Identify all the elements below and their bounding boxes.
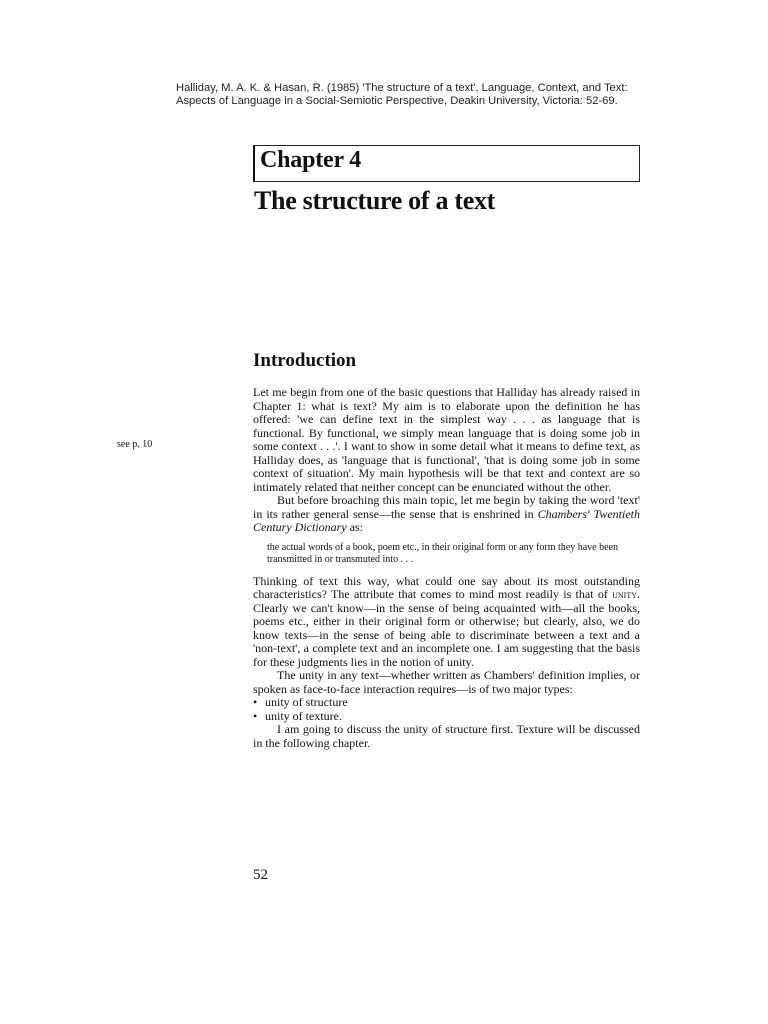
citation xyxy=(176,82,696,108)
unity-term: unity xyxy=(612,587,637,601)
citation-line-1: Halliday, M. A. K. & Hasan, R. (1985) 'The structure of a text', Language, Context, and Text: xyxy=(176,82,628,94)
list-item: • unity of structure xyxy=(253,696,640,710)
paragraph-1: Let me begin from one of the basic questions that Halliday has already raised in Chapter 1: what is text? My aim is to elaborate upon the definition he has offered: 'we can define text in the simplest way . . . as language that is functional. By functional, we simply mean language that is doing some job in some context . . .'. I want to show in some detail what it means to define text, as Halliday does, as 'language that is functional', 'that is doing some job in some context of situation'. My main hypothesis will be that text and context are so intimately related that neither concept can be enunciated without the other. xyxy=(253,385,640,494)
body-text xyxy=(253,386,640,750)
paragraph-5: I am going to discuss the unity of structure first. Texture will be discussed in the following chapter. xyxy=(253,722,640,750)
list-item: • unity of texture. xyxy=(253,710,640,724)
dictionary-title: Chambers' Twentieth Century Dictionary xyxy=(253,506,641,534)
section-heading: Introduction xyxy=(253,350,357,371)
block-quote: the actual words of a book, poem etc., in their original form or any form they have been transmitted in or transmuted into . . . xyxy=(267,541,618,565)
paragraph-2 xyxy=(253,494,640,535)
chapter-title: The structure of a text xyxy=(254,186,496,215)
paragraph-3 xyxy=(253,575,640,670)
paragraph-3-end: . Clearly we can't know—in the sense of being acquainted with—all the books, poems etc., either in their original form or otherwise; but clearly, also, we do know texts—in the sense of being able to discriminate between a text and a 'non-text', a complete text and an incomplete one. I am suggesting that the basis for these judgments lies in the notion of unity. xyxy=(253,587,640,669)
citation-line-2: Aspects of Language in a Social-Semiotic Perspective, Deakin University, Victoria: 52-69. xyxy=(176,95,618,107)
bullet-list xyxy=(253,696,640,723)
chapter-label-box xyxy=(253,145,640,182)
margin-note: see p. 10 xyxy=(117,439,153,450)
page-number: 52 xyxy=(253,867,268,883)
paragraph-2-end: as: xyxy=(346,520,363,534)
paragraph-3-start: Thinking of text this way, what could one say about its most outstanding characteristics? The attribute that comes to mind most readily is that of xyxy=(253,573,640,601)
paragraph-4: The unity in any text—whether written as Chambers' definition implies, or spoken as face-to-face interaction requires—is of two major types: xyxy=(253,668,640,696)
chapter-label: Chapter 4 xyxy=(260,147,362,173)
paragraph-2-start: But before broaching this main topic, let me begin by taking the word 'text' in its rather general sense—the sense that is enshrined in xyxy=(253,493,640,521)
